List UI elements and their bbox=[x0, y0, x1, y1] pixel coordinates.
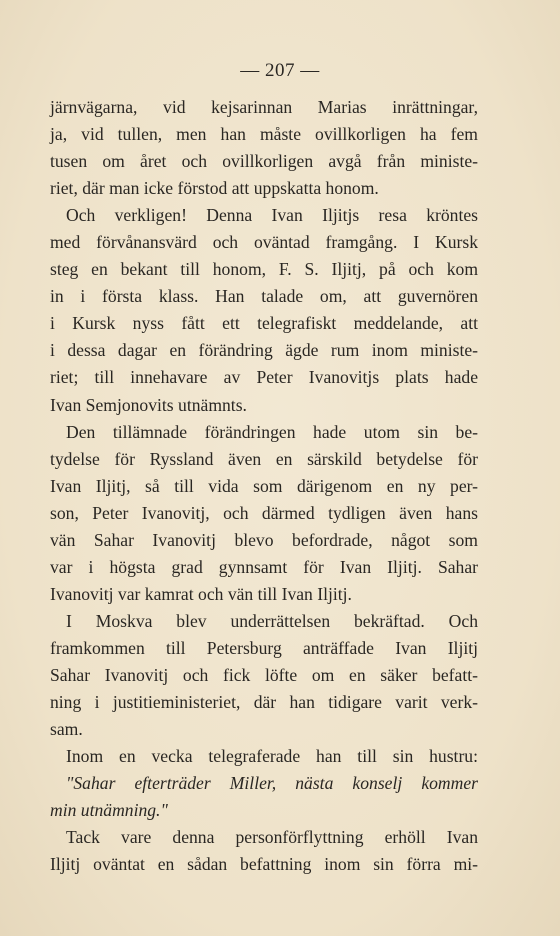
text-line: "Sahar efterträder Miller, nästa konselj kommer bbox=[66, 773, 478, 794]
text-line: i Kursk nyss fått ett telegrafiskt meddelande, att bbox=[50, 313, 478, 334]
text-line: Sahar Ivanovitj och fick löfte om en säker befatt- bbox=[50, 664, 478, 685]
text-line: steg en bekant till honom, F. S. Iljitj, på och kom bbox=[50, 259, 478, 280]
text-line: i dessa dagar en förändring ägde rum inom ministe- bbox=[50, 340, 478, 361]
text-line: framkommen till Petersburg anträffade Ivan Iljitj bbox=[50, 637, 478, 658]
text-line: Inom en vecka telegraferade han till sin hustru: bbox=[66, 746, 478, 767]
text-line: med förvånansvärd och oväntad framgång. I Kursk bbox=[50, 232, 478, 253]
text-line: ning i justitieministeriet, där han tidigare varit verk- bbox=[50, 692, 478, 713]
text-line: Tack vare denna personförflyttning erhöll Ivan bbox=[66, 827, 478, 848]
text-line: Ivanovitj var kamrat och vän till Ivan Iljitj. bbox=[50, 583, 352, 604]
text-line: Ivan Semjonovits utnämnts. bbox=[50, 394, 247, 415]
text-line: tusen om året och ovillkorligen avgå från ministe- bbox=[50, 151, 478, 172]
text-line: Den tillämnade förändringen hade utom sin be- bbox=[66, 421, 478, 442]
text-line: I Moskva blev underrättelsen bekräftad. Och bbox=[66, 610, 478, 631]
text-line: son, Peter Ivanovitj, och därmed tydligen även hans bbox=[50, 502, 478, 523]
page-number: — 207 — bbox=[240, 60, 320, 81]
body-text bbox=[50, 94, 478, 878]
text-line: riet, där man icke förstod att uppskatta honom. bbox=[50, 178, 379, 199]
text-line: järnvägarna, vid kejsarinnan Marias inrättningar, bbox=[50, 97, 478, 117]
text-line: sam. bbox=[50, 719, 83, 740]
text-line: var i högsta grad gynnsamt för Ivan Iljitj. Sahar bbox=[50, 556, 478, 577]
text-line: ja, vid tullen, men han måste ovillkorligen ha fem bbox=[50, 124, 478, 145]
text-line: vän Sahar Ivanovitj blevo befordrade, något som bbox=[50, 529, 478, 550]
text-line: riet; till innehavare av Peter Ivanovitjs plats hade bbox=[50, 367, 478, 388]
text-line: Iljitj oväntat en sådan befattning inom sin förra mi- bbox=[50, 854, 478, 875]
text-line: Ivan Iljitj, så till vida som därigenom en ny per- bbox=[50, 475, 478, 496]
text-line: Och verkligen! Denna Ivan Iljitjs resa kröntes bbox=[66, 205, 478, 226]
text-line: min utnämning." bbox=[50, 800, 168, 821]
text-line: in i första klass. Han talade om, att guvernören bbox=[50, 286, 478, 307]
text-line: tydelse för Ryssland även en särskild betydelse för bbox=[50, 448, 478, 469]
